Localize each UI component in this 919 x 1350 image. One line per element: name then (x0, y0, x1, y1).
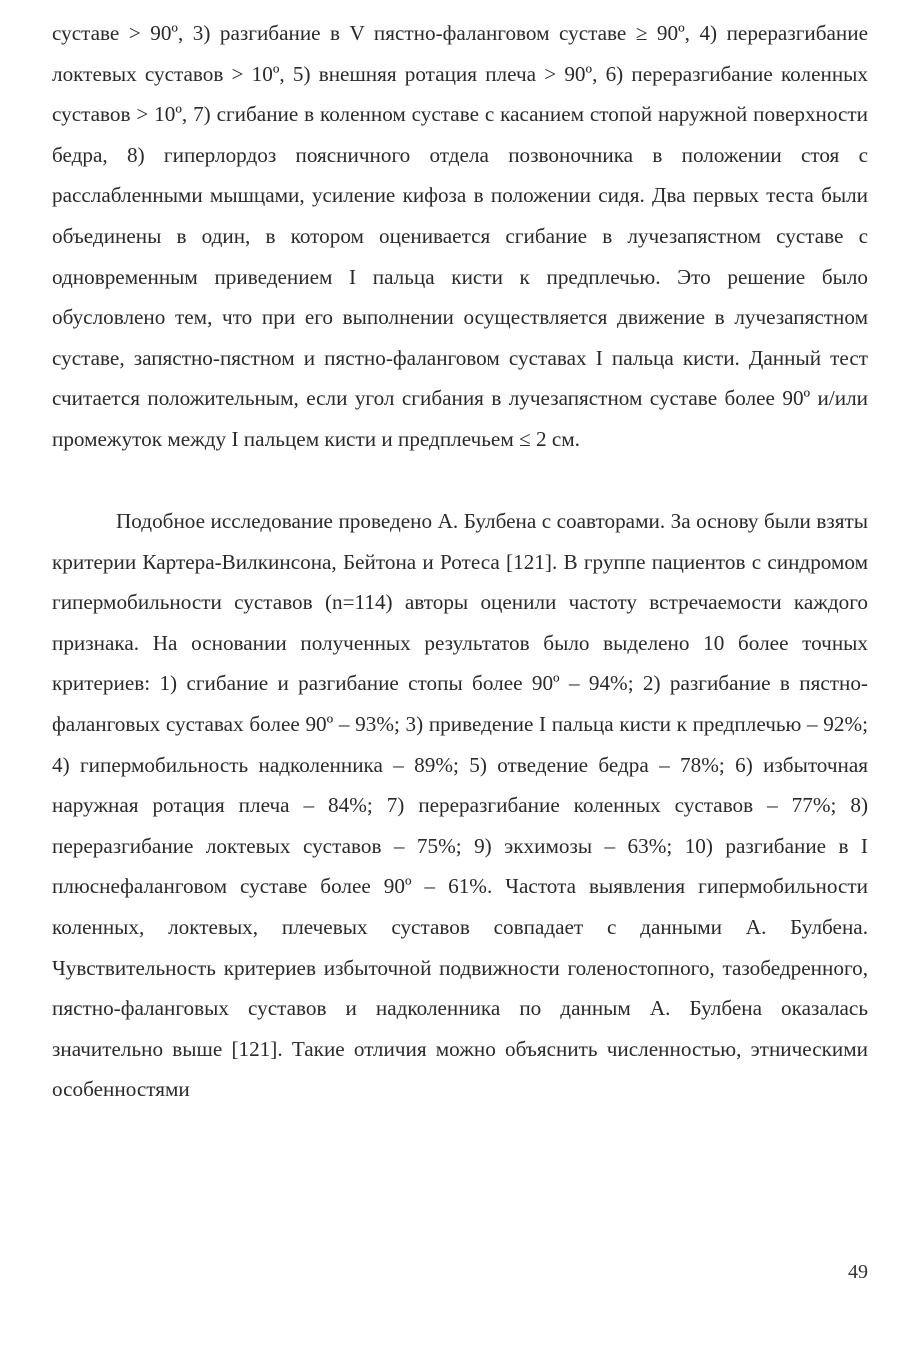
paragraph-continuation: суставе > 90º, 3) разгибание в V пястно-фаланговом суставе ≥ 90º, 4) переразгибание локтевых суставов > 10º, 5) внешняя ротация плеча > 90º, 6) переразгибание коленных суставов > 10º, 7) сгибание в коленном суставе с касанием стопой наружной поверхности бедра, 8) гиперлордоз поясничного отдела позвоночника в положении стоя с расслабленными мышцами, усиление кифоза в положении сидя. Два первых теста были объединены в один, в котором оценивается сгибание в лучезапястном суставе с одновременным приведением I пальца кисти к предплечью. Это решение было обусловлено тем, что при его выполнении осуществляется движение в лучезапястном суставе, запястно-пястном и пястно-фаланговом суставах I пальца кисти. Данный тест считается положительным, если угол сгибания в лучезапястном суставе более 90º и/или промежуток между I пальцем кисти и предплечьем ≤ 2 см. (52, 21, 868, 451)
page-number: 49 (848, 1261, 868, 1283)
paragraph-bulbena-study: Подобное исследование проведено А. Булбена с соавторами. За основу были взяты критерии Картера-Вилкинсона, Бейтона и Ротеса [121]. В группе пациентов с синдромом гипермобильности суставов (n=114) авторы оценили частоту встречаемости каждого признака. На основании полученных результатов было выделено 10 более точных критериев: 1) сгибание и разгибание стопы более 90º – 94%; 2) разгибание в пястно-фаланговых суставах более 90º – 93%; 3) приведение I пальца кисти к предплечью – 92%; 4) гипермобильность надколенника – 89%; 5) отведение бедра – 78%; 6) избыточная наружная ротация плеча – 84%; 7) переразгибание коленных суставов – 77%; 8) переразгибание локтевых суставов – 75%; 9) экхимозы – 63%; 10) разгибание в I плюснефаланговом суставе более 90º – 61%. Частота выявления гипермобильности коленных, локтевых, плечевых суставов совпадает с данными А. Булбена. Чувствительность критериев избыточной подвижности голеностопного, тазобедренного, пястно-фаланговых суставов и надколенника по данным А. Булбена оказалась значительно выше [121]. Такие отличия можно объяснить численностью, этническими особенностями (52, 509, 868, 1102)
